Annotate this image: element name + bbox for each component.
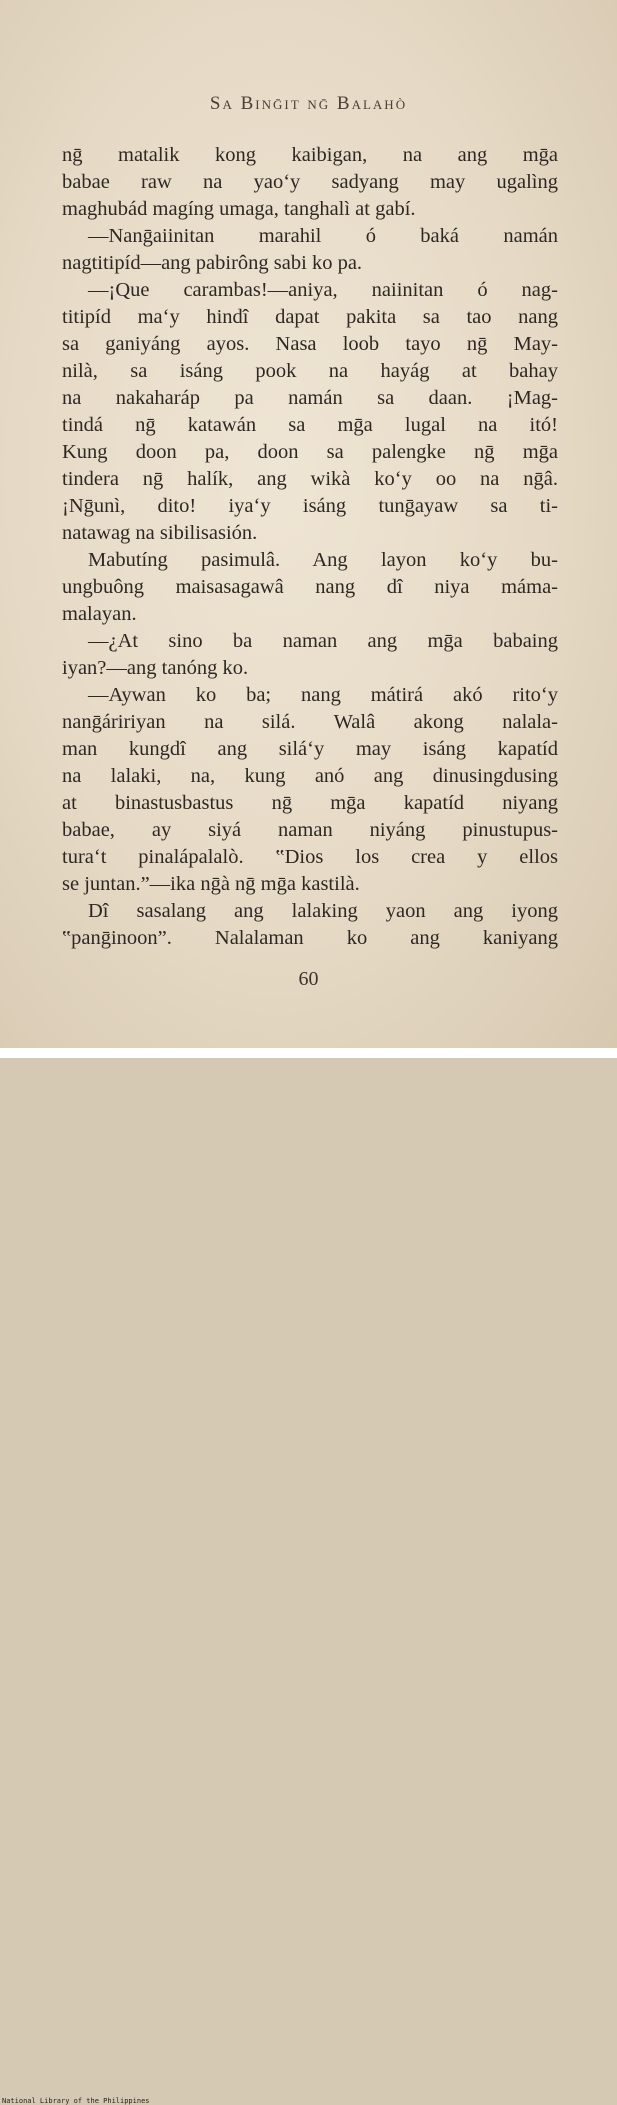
text-line: malayan. xyxy=(62,603,137,625)
text-line: —¡Que carambas!—aniya, naiinitan ó nag- xyxy=(88,279,558,301)
text-line: Mabutíng pasimulâ. Ang layon ko‘y bu- xyxy=(88,549,558,571)
text-line: babae raw na yao‘y sadyang may ugalìng xyxy=(62,171,558,193)
text-line: Kung doon pa, doon sa palengke nḡ mḡa xyxy=(62,441,558,463)
text-line: na nakaharáp pa namán sa daan. ¡Mag- xyxy=(62,387,558,409)
text-line: tindá nḡ katawán sa mḡa lugal na itó! xyxy=(62,414,558,436)
page-number: 60 xyxy=(298,968,319,990)
text-line: nilà, sa isáng pook na hayág at bahay xyxy=(62,360,558,382)
text-line: tura‘t pinalápalalò. ‟Dios los crea y ellos xyxy=(62,846,558,868)
text-line: na lalaki, na, kung anó ang dinusingdusing xyxy=(62,765,558,787)
book-page xyxy=(0,0,617,1048)
caption-strip xyxy=(0,1048,617,2105)
body-text xyxy=(62,142,558,952)
text-line: ¡Nḡunì, dito! iya‘y isáng tunḡayaw sa ti- xyxy=(62,495,558,517)
text-line: natawag na sibilisasión. xyxy=(62,522,258,544)
text-line: babae, ay siyá naman niyáng pinustupus- xyxy=(62,819,558,841)
text-line: nagtitipíd—ang pabirông sabi ko pa. xyxy=(62,252,363,274)
text-line: —Nanḡaiinitan marahil ó baká namán xyxy=(88,225,558,247)
text-line: maghubád magíng umaga, tanghalì at gabí. xyxy=(62,198,416,220)
text-line: Dî sasalang ang lalaking yaon ang iyong xyxy=(88,900,558,922)
text-line: —Aywan ko ba; nang mátirá akó rito‘y xyxy=(88,684,558,706)
text-line: se juntan.”—ika nḡà nḡ mḡa kastilà. xyxy=(62,873,360,895)
text-line: at binastusbastus nḡ mḡa kapatíd niyang xyxy=(62,792,558,814)
text-line: iyan?—ang tanóng ko. xyxy=(62,657,249,679)
text-line: tindera nḡ halík, ang wikà ko‘y oo na nḡâ. xyxy=(62,468,558,490)
text-line: ‟panḡinoon”. Nalalaman ko ang kaniyang xyxy=(62,927,558,949)
text-line: titipíd ma‘y hindî dapat pakita sa tao nang xyxy=(62,306,558,328)
text-line: sa ganiyáng ayos. Nasa loob tayo nḡ May- xyxy=(62,333,558,355)
running-header: Sa Binḡit nḡ Balahò xyxy=(209,93,408,114)
text-line: ungbuông maisasagawâ nang dî niya máma- xyxy=(62,576,558,598)
text-line: —¿At sino ba naman ang mḡa babaing xyxy=(88,630,558,652)
text-line: nḡ matalik kong kaibigan, na ang mḡa xyxy=(62,144,558,166)
text-line: nanḡáririyan na silá. Walâ akong nalala- xyxy=(62,711,558,733)
library-caption: National Library of the Philippines xyxy=(2,2097,150,2105)
text-line: man kungdî ang silá‘y may isáng kapatíd xyxy=(62,738,558,760)
